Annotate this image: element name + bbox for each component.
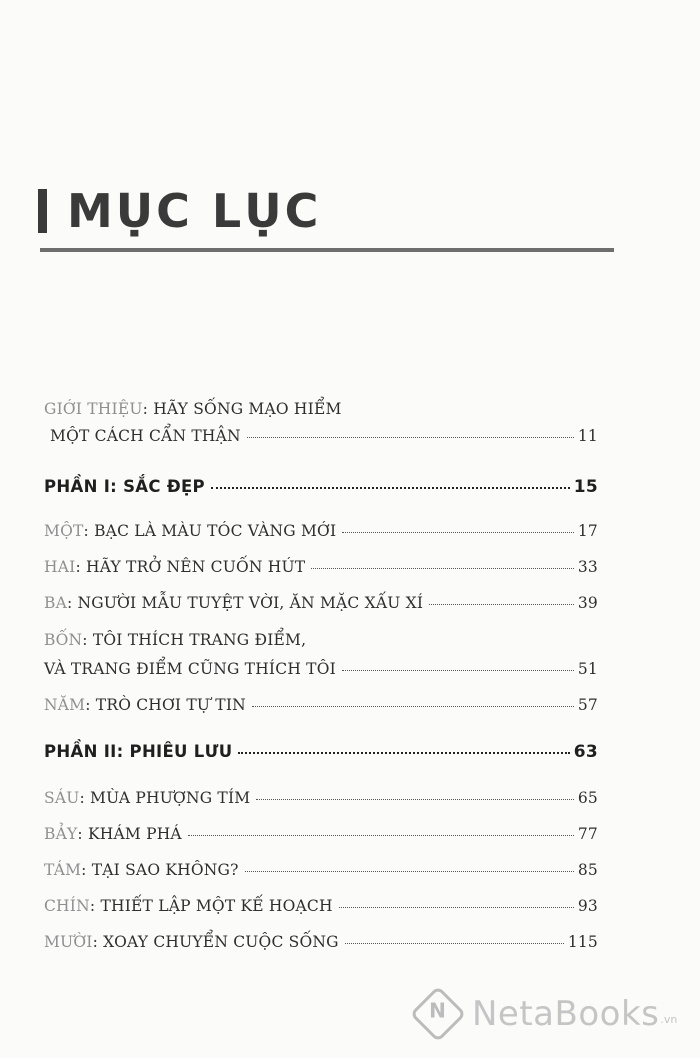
page-number: 11	[577, 427, 598, 445]
dot-leader	[339, 907, 574, 908]
chapter-number: BA	[44, 594, 67, 612]
toc-entry-tam[interactable]: TÁM : TẠI SAO KHÔNG? 85	[44, 861, 598, 879]
chapter-number: BỐN	[44, 631, 83, 649]
dot-leader	[238, 752, 569, 754]
toc-entry-chin[interactable]: CHÍN : THIẾT LẬP MỘT KẾ HOẠCH 93	[44, 897, 598, 915]
chapter-number: MỘT	[44, 522, 84, 540]
page-number: 93	[577, 897, 598, 915]
toc-entry-muoi[interactable]: MƯỜI : XOAY CHUYỂN CUỘC SỐNG 115	[44, 933, 598, 951]
dot-leader	[311, 568, 574, 569]
chapter-number: GIỚI THIỆU	[44, 400, 143, 418]
page-number: 33	[577, 558, 598, 576]
chapter-number: TÁM	[44, 861, 82, 879]
chapter-number: HAI	[44, 558, 76, 576]
toc-entry-nam[interactable]: NĂM : TRÒ CHƠI TỰ TIN 57	[44, 696, 598, 714]
page-number: 17	[577, 522, 598, 540]
page-number: 65	[577, 789, 598, 807]
toc-entry-mot[interactable]: MỘT : BẠC LÀ MÀU TÓC VÀNG MỚI 17	[44, 522, 598, 540]
dot-leader	[342, 670, 574, 671]
chapter-title: TÔI THÍCH TRANG ĐIỂM,	[92, 631, 307, 649]
chapter-number: NĂM	[44, 696, 86, 714]
chapter-title: HÃY SỐNG MẠO HIỂM	[153, 400, 342, 418]
dot-leader	[256, 799, 574, 800]
page-number: 77	[577, 825, 598, 843]
watermark-text: NetaBooks	[472, 994, 660, 1034]
page-number: 39	[577, 594, 598, 612]
part-title: PHẦN I: SẮC ĐẸP	[44, 477, 205, 496]
chapter-number: BẢY	[44, 825, 78, 843]
toc-entry-intro-line1: GIỚI THIỆU : HÃY SỐNG MẠO HIỂM	[44, 400, 342, 418]
chapter-title: KHÁM PHÁ	[87, 825, 182, 843]
dot-leader	[247, 437, 574, 438]
chapter-title: XOAY CHUYỂN CUỘC SỐNG	[103, 933, 339, 951]
page-title: MỤC LỤC	[67, 184, 322, 238]
dot-leader	[252, 706, 574, 707]
chapter-title: HÃY TRỞ NÊN CUỐN HÚT	[86, 558, 306, 576]
chapter-number: MƯỜI	[44, 933, 93, 951]
chapter-title: TẠI SAO KHÔNG?	[91, 861, 239, 879]
chapter-title: BẠC LÀ MÀU TÓC VÀNG MỚI	[94, 522, 337, 540]
page-number: 85	[577, 861, 598, 879]
watermark-suffix: .vn	[660, 1013, 678, 1026]
netabooks-watermark	[418, 994, 677, 1034]
netabooks-logo-icon: N	[410, 986, 467, 1043]
chapter-title: NGƯỜI MẪU TUYỆT VỜI, ĂN MẶC XẤU XÍ	[77, 594, 424, 612]
toc-entry-ba[interactable]: BA : NGƯỜI MẪU TUYỆT VỜI, ĂN MẶC XẤU XÍ 39	[44, 594, 598, 612]
chapter-title: TRÒ CHƠI TỰ TIN	[95, 696, 246, 714]
dot-leader	[429, 604, 574, 605]
dot-leader	[245, 871, 574, 872]
chapter-number: CHÍN	[44, 897, 90, 915]
page-number: 15	[573, 477, 598, 497]
page-number: 51	[577, 660, 598, 678]
chapter-title: MÙA PHƯỢNG TÍM	[90, 789, 251, 807]
dot-leader	[345, 943, 564, 944]
dot-leader	[342, 532, 574, 533]
dot-leader	[188, 835, 574, 836]
toc-entry-bon[interactable]	[44, 660, 598, 678]
toc-entry-bon-line1: BỐN : TÔI THÍCH TRANG ĐIỂM,	[44, 631, 307, 649]
chapter-number: SÁU	[44, 789, 80, 807]
page-number: 63	[573, 742, 598, 762]
chapter-title-continued: VÀ TRANG ĐIỂM CŨNG THÍCH TÔI	[44, 660, 336, 678]
toc-entry-sau[interactable]: SÁU : MÙA PHƯỢNG TÍM 65	[44, 789, 598, 807]
toc-entry-bay[interactable]: BẢY : KHÁM PHÁ 77	[44, 825, 598, 843]
part-title: PHẦN II: PHIÊU LƯU	[44, 742, 233, 761]
chapter-title-continued: MỘT CÁCH CẨN THẬN	[50, 427, 241, 445]
toc-entry-intro[interactable]	[50, 427, 598, 445]
dot-leader	[211, 487, 570, 489]
page-number: 57	[577, 696, 598, 714]
chapter-title: THIẾT LẬP MỘT KẾ HOẠCH	[100, 897, 333, 915]
toc-part-2[interactable]	[44, 742, 598, 762]
toc-part-1[interactable]	[44, 477, 598, 497]
page-number: 115	[567, 933, 598, 951]
toc-entry-hai[interactable]: HAI : HÃY TRỞ NÊN CUỐN HÚT 33	[44, 558, 598, 576]
